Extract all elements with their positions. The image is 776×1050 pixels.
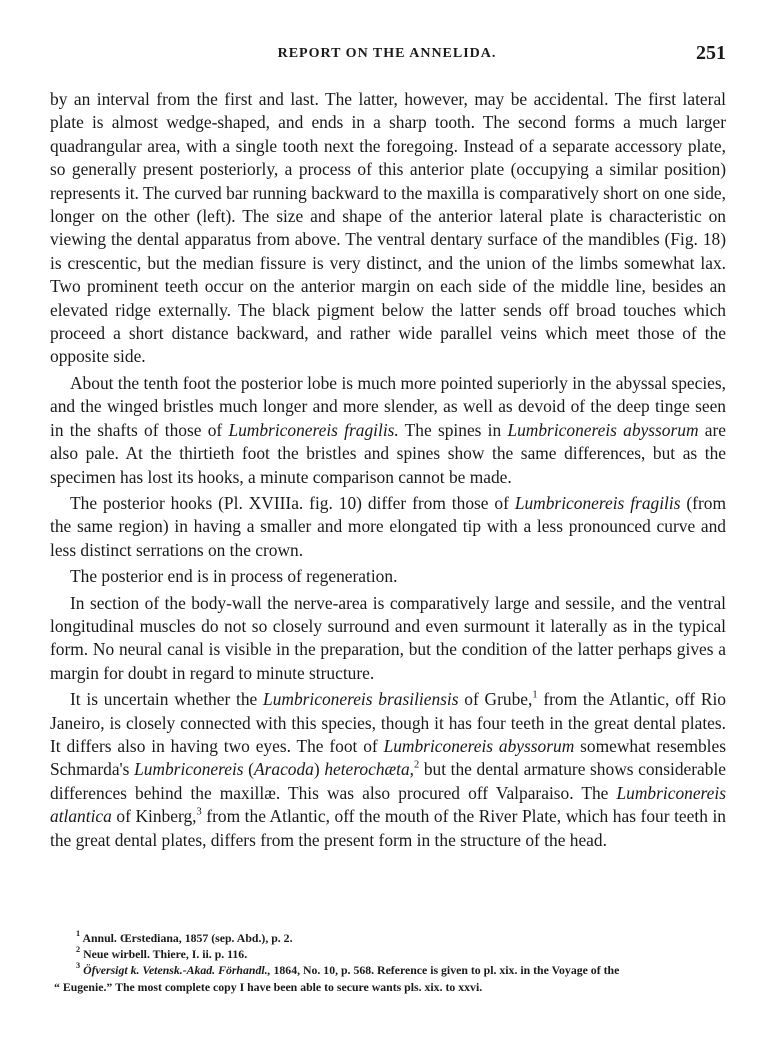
paragraph: [50, 565, 726, 588]
footnote: [76, 946, 728, 962]
footnote-journal: Öfversigt k. Vetensk.-Akad. Förhandl.,: [83, 963, 271, 978]
footnote: [54, 979, 728, 995]
text-run: of Kinberg,: [111, 806, 197, 827]
text-run: from the Atlantic, off the mouth of the River Plate, which has four teeth in the great dental plates, differs from the present form in the structure of the head.: [50, 806, 726, 850]
text-run: The spines in: [398, 419, 508, 440]
paragraph: [50, 688, 726, 852]
paragraph: [50, 492, 726, 562]
footnote: [76, 962, 728, 978]
taxon-name: Lumbriconereis atlantica: [50, 782, 726, 827]
footnote-marker: 3: [76, 961, 81, 971]
taxon-name: Lumbriconereis fragilis.: [228, 419, 399, 440]
footnote: [76, 930, 728, 946]
taxon-name: Lumbriconereis: [134, 759, 244, 780]
footnote-ref: 3: [196, 806, 202, 818]
footnote-text: “ Eugenie.” The most complete copy I have been able to secure wants pls. xix. to xxvi.: [54, 979, 483, 994]
text-run: (from the same region) in having a smaller and more elongated tip with a less pronounced curve and less distinct serrations on the crown.: [50, 492, 726, 560]
paragraph: [50, 372, 726, 489]
text-run: but the dental armature shows considerable differences behind the maxillæ. This was also procured off Valparaiso. The: [50, 759, 727, 803]
footnote-ref: 2: [413, 760, 420, 772]
taxon-name: Aracoda: [253, 759, 314, 780]
footnote-marker: 2: [76, 945, 81, 955]
footnote-marker: 1: [76, 929, 81, 939]
text-run: The posterior hooks (Pl. XVIIIa. fig. 10) differ from those of: [70, 492, 515, 513]
taxon-name: Lumbriconereis fragilis: [514, 492, 681, 513]
text-run: somewhat resembles Schmarda's: [50, 735, 727, 780]
running-title: REPORT ON THE ANNELIDA.: [277, 46, 497, 61]
text-run: About the tenth foot the posterior lobe is much more pointed superiorly in the abyssal species, and the winged bristles much longer and more slender, as well as devoid of the deep tinge seen in the shafts of those of: [50, 372, 726, 440]
text-run: of Grube,: [458, 689, 533, 710]
footnote-text: Annul. Œrstediana, 1857 (sep. Abd.), p. 2.: [82, 931, 293, 945]
paragraph: [50, 592, 726, 686]
page-header: [48, 42, 726, 68]
footnote-ref: 1: [532, 689, 538, 701]
footnotes: [54, 929, 728, 995]
taxon-name: heterochæta,: [324, 759, 414, 780]
text-run: (: [243, 759, 254, 780]
paragraph: [50, 88, 726, 369]
text-run: In section of the body-wall the nerve-area is comparatively large and sessile, and the ventral longitudinal muscles do not so closely surround and even surmount it laterally as in the typical form. No neural canal is visible in the preparation, but the condition of the latter perhaps gives a margin for doubt in regard to minute structure.: [50, 592, 726, 683]
text-run: by an interval from the first and last. The latter, however, may be accidental. The first lateral plate is almost wedge-shaped, and ends in a sharp tooth. The second forms a much larger quadrangular area, with a single tooth next the foregoing. Instead of a separate accessory plate, so generally present posteriorly, a process of this anterior plate (occupying a similar position) represents it. The curved bar running backward to the maxilla is comparatively short on one side, longer on the other (left). The size and shape of the anterior lateral plate is characteristic on viewing the dental apparatus from above. The ventral dentary surface of the mandibles (Fig. 18) is crescentic, but the median fissure is very distinct, and the union of the limbs somewhat lax. Two prominent teeth occur on the anterior margin on each side of the middle line, besides an elevated ridge externally. The black pigment below the latter sends off broad touches which proceed a short distance backward, and rather wide parallel veins which meet those of the opposite side.: [50, 89, 726, 367]
footnote-text: Neue wirbell. Thiere, I. ii. p. 116.: [83, 947, 248, 962]
taxon-name: Lumbriconereis abyssorum: [507, 419, 699, 440]
page-number: 251: [696, 42, 726, 64]
text-run: are also pale. At the thirtieth foot the bristles and spines show the same differences, but as the specimen has lost its hooks, a minute comparison cannot be made.: [50, 419, 726, 487]
text-run: It is uncertain whether the: [70, 689, 264, 710]
taxon-name: Lumbriconereis abyssorum: [383, 735, 575, 756]
footnote-text: 1864, No. 10, p. 568. Reference is given to pl. xix. in the Voyage of the: [270, 963, 620, 978]
taxon-name: Lumbriconereis brasiliensis: [263, 689, 459, 710]
text-run: The posterior end is in process of regeneration.: [70, 566, 398, 587]
text-run: ): [313, 759, 325, 780]
body-text: [50, 88, 726, 855]
text-run: from the Atlantic, off Rio Janeiro, is closely connected with this species, though it has four teeth in the great dental plates. It differs also in having two eyes. The foot of: [50, 689, 726, 756]
